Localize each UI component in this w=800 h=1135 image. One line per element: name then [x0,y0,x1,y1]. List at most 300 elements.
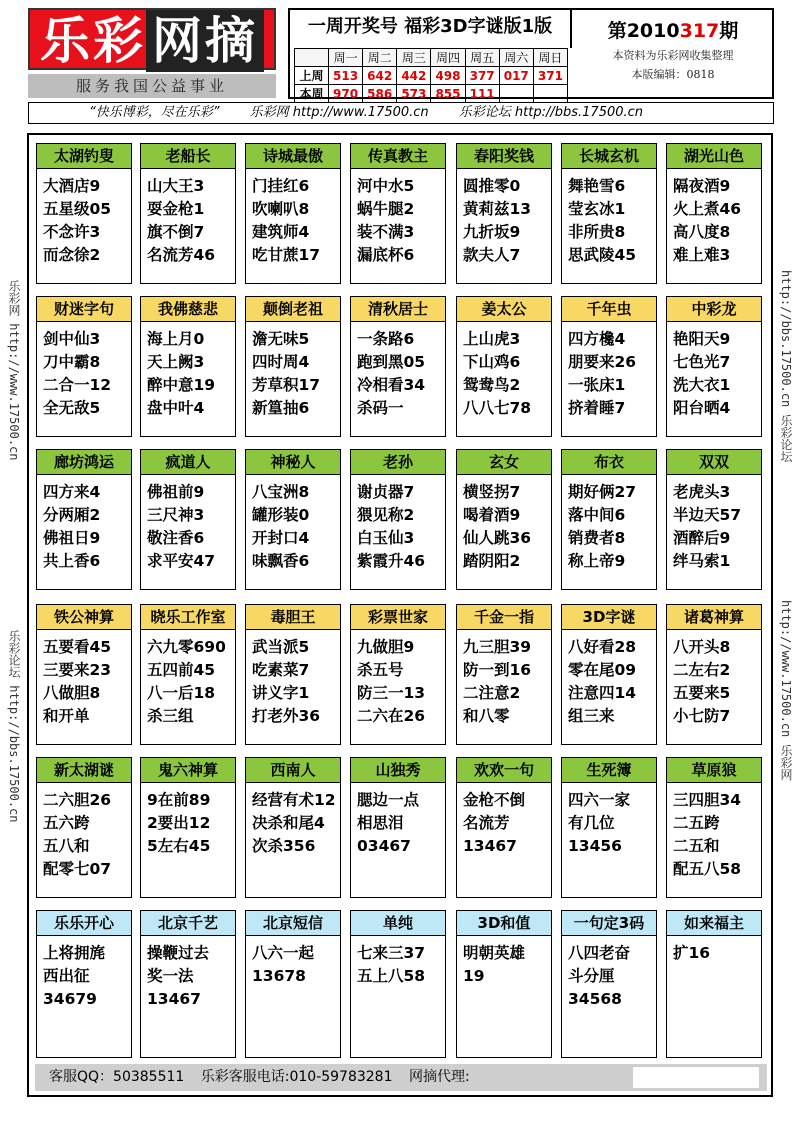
cell-line: 称上帝9 [568,552,626,570]
cell-line: 杀三组 [147,707,194,725]
cell-line: 八八七78 [463,399,532,417]
cell-line: 火上煮46 [673,200,742,218]
cell-line: 03467 [357,837,411,855]
cell-line: 奖一法 [147,967,194,985]
cell-body [37,475,131,573]
cell-line: 五四前45 [147,661,216,679]
draw-number: 111 [465,85,499,103]
cell-body [667,936,761,965]
cell-title: 千金一指 [457,605,551,630]
puzzle-cell [350,143,446,284]
cell-title: 一句定3码 [562,911,656,936]
cell-line: 有几位 [568,814,615,832]
cell-title: 乐乐开心 [37,911,131,936]
cell-line: 上将拥旄 [43,944,106,962]
cell-line: 佛祖日9 [43,529,101,547]
cell-line: 注意四14 [568,684,637,702]
cell-title: 生死簿 [562,758,656,783]
tagline-forum-link[interactable]: 乐彩论坛 http://bbs.17500.cn [458,105,644,120]
cell-body [351,783,445,858]
draw-days-row [295,49,568,67]
cell-line: 和八零 [463,707,510,725]
puzzle-cell [561,449,657,590]
draw-number: 371 [533,67,567,85]
cell-line: 高八度8 [673,223,731,241]
issue-prefix: 第2010 [607,20,680,42]
cell-line: 腮边一点 [357,791,420,809]
cell-line: 西出征 [43,967,90,985]
cell-body [457,475,551,573]
puzzle-cell [140,604,236,745]
cell-line: 七色光7 [673,353,731,371]
cell-body [667,630,761,728]
cell-title: 3D字谜 [562,605,656,630]
cell-line: 三要来23 [43,661,112,679]
puzzle-cell [350,757,446,898]
cell-body [141,322,235,420]
cell-body [351,322,445,420]
cell-body [141,475,235,573]
cell-line: 共上香6 [43,552,101,570]
cell-line: 五星级05 [43,200,112,218]
cell-line: 配五八58 [673,860,742,878]
cell-line: 三四胆34 [673,791,742,809]
cell-title: 诸葛神算 [667,605,761,630]
cell-title: 姜太公 [457,297,551,322]
cell-line: 紫霞升46 [357,552,426,570]
cell-line: 三尺神3 [147,506,205,524]
cell-line: 小七防7 [673,707,731,725]
cell-line: 防一到16 [463,661,532,679]
cell-body [37,322,131,420]
draw-number: 586 [363,85,397,103]
puzzle-cell [666,910,762,1058]
cell-line: 5左右45 [147,837,211,855]
agent-label: 网摘代理: [408,1069,470,1085]
service-phone: 乐彩客服电话:010-59783281 [200,1069,393,1085]
issue-area [574,10,772,97]
cell-line: 剑中仙3 [43,330,101,348]
puzzle-cell [36,296,132,437]
puzzle-cell [561,296,657,437]
cell-line: 名流芳 [463,814,510,832]
tagline-site-link[interactable]: 乐彩网 http://www.17500.cn [249,105,429,120]
cell-line: 组三来 [568,707,615,725]
cell-line: 八好看28 [568,638,637,656]
cell-title: 诗城最傲 [246,144,340,169]
cell-body [562,322,656,420]
cell-body [457,169,551,267]
cell-body [457,783,551,858]
cell-line: 圆推零0 [463,177,521,195]
cell-line: 漏底杯6 [357,246,415,264]
cell-body [562,936,656,1011]
day-header: 周三 [397,49,431,67]
cell-title: 太湖钓叟 [37,144,131,169]
puzzle-cell [36,449,132,590]
cell-title: 玄女 [457,450,551,475]
cell-line: 佛祖前9 [147,483,205,501]
cell-line: 求平安47 [147,552,216,570]
cell-line: 味飘香6 [252,552,310,570]
cell-title: 新太湖谜 [37,758,131,783]
cell-body [351,169,445,267]
cell-line: 而念徐2 [43,246,101,264]
cell-body [667,322,761,420]
cell-line: 罐形装0 [252,506,310,524]
cell-line: 金枪不倒 [463,791,526,809]
day-header: 周五 [465,49,499,67]
cell-line: 半边天57 [673,506,742,524]
side-watermark-left-top: 乐彩网 http://www.17500.cn [7,280,21,461]
cell-line: 新篁抽6 [252,399,310,417]
puzzle-cell [245,296,341,437]
puzzle-cell [36,910,132,1058]
puzzle-cell [140,910,236,1058]
cell-line: 决杀和尾4 [252,814,325,832]
puzzle-cell [140,449,236,590]
cell-line: 13467 [463,837,517,855]
cell-line: 天上阙3 [147,353,205,371]
draw-results-table [294,48,568,103]
cell-line: 吃素菜7 [252,661,310,679]
cell-title: 湖光山色 [667,144,761,169]
cell-line: 五六跨 [43,814,90,832]
cell-line: 敬注香6 [147,529,205,547]
cell-title: 清秋居士 [351,297,445,322]
cell-line: 零在尾09 [568,661,637,679]
cell-title: 财迷字句 [37,297,131,322]
draw-number: 970 [329,85,363,103]
agent-blank-field [633,1067,759,1088]
puzzle-cell [561,910,657,1058]
draw-number: 442 [397,67,431,85]
draw-number [499,85,533,103]
cell-line: 六九零690 [147,638,226,656]
cell-line: 四方欃4 [568,330,626,348]
cell-title: 廊坊鸿运 [37,450,131,475]
puzzle-cell [140,143,236,284]
cell-line: 杀五号 [357,661,404,679]
issue-highlight: 317 [679,20,720,42]
cell-line: 斗分厘 [568,967,615,985]
cell-line: 杀码一 [357,399,404,417]
cell-line: 期好俩27 [568,483,637,501]
cell-line: 朋要来26 [568,353,637,371]
cell-line: 难上难3 [673,246,731,264]
cell-line: 海上月0 [147,330,205,348]
cell-body [246,322,340,420]
cell-body [246,783,340,858]
issue-number [574,16,772,43]
cell-body [141,783,235,858]
side-watermark-right-top: http://bbs.17500.cn 乐彩论坛 [779,270,793,463]
puzzle-cell [456,143,552,284]
cell-title: 草原狼 [667,758,761,783]
cell-line: 舞艳雪6 [568,177,626,195]
cell-line: 二六在26 [357,707,426,725]
cell-line: 二五和 [673,837,720,855]
cell-title: 3D和值 [457,911,551,936]
cell-body [457,936,551,988]
cell-line: 洗大衣1 [673,376,731,394]
cell-line: 非所贵8 [568,223,626,241]
puzzle-cell [666,604,762,745]
tagline-quote: “快乐博彩，尽在乐彩” [89,105,220,120]
row-label: 本周 [295,85,329,103]
puzzle-cell [666,757,762,898]
puzzle-cell [36,143,132,284]
cell-body [246,169,340,267]
day-header: 周四 [431,49,465,67]
cell-line: 二合一12 [43,376,112,394]
cell-title: 布衣 [562,450,656,475]
cell-title: 西南人 [246,758,340,783]
cell-line: 销费者8 [568,529,626,547]
cell-body [37,169,131,267]
cell-line: 耍金枪1 [147,200,205,218]
puzzle-cell [245,604,341,745]
cell-line: 上山虎3 [463,330,521,348]
cell-line: 防三一13 [357,684,426,702]
cell-title: 欢欢一句 [457,758,551,783]
draw-number [533,85,567,103]
cell-body [37,630,131,728]
cell-title: 我佛慈悲 [141,297,235,322]
cell-line: 武当派5 [252,638,310,656]
puzzle-cell [666,296,762,437]
puzzle-cell [350,910,446,1058]
cell-title: 传真教主 [351,144,445,169]
draw-number: 642 [363,67,397,85]
cell-body [141,630,235,728]
cell-body [562,783,656,858]
cell-line: 次杀356 [252,837,316,855]
cell-line: 澹无味5 [252,330,310,348]
cell-line: 二左右2 [673,661,731,679]
cell-body [37,783,131,881]
side-watermark-left-bottom: 乐彩论坛 http://bbs.17500.cn [7,630,21,823]
cell-line: 思武陵45 [568,246,637,264]
puzzle-cell [666,143,762,284]
cell-line: 八四老奋 [568,944,631,962]
cell-title: 老孙 [351,450,445,475]
puzzle-cell [140,757,236,898]
cell-body [351,630,445,728]
cell-line: 下山鸡6 [463,353,521,371]
cell-body [351,475,445,573]
cell-line: 9在前89 [147,791,211,809]
puzzle-cell [140,296,236,437]
cell-line: 刀中霸8 [43,353,101,371]
cell-line: 13467 [147,990,201,1008]
page-title: 一周开奖号 福彩3D字谜版1版 [290,10,572,48]
puzzle-cell [561,757,657,898]
cell-line: 艳阳天9 [673,330,731,348]
cell-line: 五要看45 [43,638,112,656]
cell-body [141,936,235,1011]
cell-line: 门挂红6 [252,177,310,195]
cell-line: 盘中叶4 [147,399,205,417]
cell-title: 铁公神算 [37,605,131,630]
cell-line: 吹喇叭8 [252,200,310,218]
puzzle-cell [456,296,552,437]
cell-line: 吃甘蔗17 [252,246,321,264]
cell-line: 13456 [568,837,622,855]
row-label: 上周 [295,67,329,85]
cell-body [562,475,656,573]
cell-line: 落中间6 [568,506,626,524]
cell-title: 山独秀 [351,758,445,783]
tagline-bar [28,102,774,124]
puzzle-cell [350,296,446,437]
cell-line: 相思泪 [357,814,404,832]
cell-line: 二六胆26 [43,791,112,809]
cell-line: 山大王3 [147,177,205,195]
draw-number: 377 [465,67,499,85]
cell-line: 隔夜酒9 [673,177,731,195]
cell-line: 喝着酒9 [463,506,521,524]
cell-line: 操鞭过去 [147,944,210,962]
cell-title: 春阳奖钱 [457,144,551,169]
draw-number: 498 [431,67,465,85]
puzzle-cell [350,449,446,590]
cell-body [37,936,131,1011]
logo-main-text: 乐彩 [40,12,146,70]
cell-line: 八开头8 [673,638,731,656]
day-header: 周日 [533,49,567,67]
puzzle-cell [245,757,341,898]
draw-number: 573 [397,85,431,103]
cell-line: 冷相看34 [357,376,426,394]
cell-line: 开封口4 [252,529,310,547]
cell-line: 八宝洲8 [252,483,310,501]
cell-title: 疯道人 [141,450,235,475]
cell-title: 如来福主 [667,911,761,936]
cell-title: 晓乐工作室 [141,605,235,630]
issue-suffix: 期 [719,20,739,42]
cell-line: 一张床1 [568,376,626,394]
cell-line: 四方来4 [43,483,101,501]
cell-line: 四六一家 [568,791,631,809]
puzzle-cell [36,757,132,898]
issue-note: 本资料为乐彩网收集整理 [612,49,734,62]
puzzle-cell [245,449,341,590]
cell-line: 阳台晒4 [673,399,731,417]
cell-line: 二注意2 [463,684,521,702]
cell-title: 北京千艺 [141,911,235,936]
puzzle-cell [456,449,552,590]
cell-line: 老虎头3 [673,483,731,501]
cell-line: 建筑师4 [252,223,310,241]
puzzle-cell [666,449,762,590]
day-header: 周六 [499,49,533,67]
cell-body [667,169,761,267]
cell-body [562,630,656,728]
cell-line: 二五跨 [673,814,720,832]
cell-line: 名流芳46 [147,246,216,264]
cell-line: 和开单 [43,707,90,725]
cell-title: 老船长 [141,144,235,169]
cell-title: 颠倒老祖 [246,297,340,322]
puzzle-cell [456,757,552,898]
cell-line: 旗不倒7 [147,223,205,241]
cell-title: 长城玄机 [562,144,656,169]
cell-line: 八一后18 [147,684,216,702]
cell-body [246,475,340,573]
cell-line: 河中水5 [357,177,415,195]
puzzle-cell [245,910,341,1058]
cell-line: 猥见称2 [357,506,415,524]
cell-line: 一条路6 [357,330,415,348]
cell-line: 鸳鸯鸟2 [463,376,521,394]
cell-line: 讲义字1 [252,684,310,702]
cell-line: 酒醉后9 [673,529,731,547]
editor-note: 本版编辑：0818 [631,68,715,81]
cell-line: 踏阴阳2 [463,552,521,570]
draw-number: 855 [431,85,465,103]
puzzle-cell [561,143,657,284]
cell-line: 谢贞器7 [357,483,415,501]
service-qq: 客服QQ：50385511 [49,1069,185,1085]
cell-body [457,322,551,420]
day-header: 周一 [329,49,363,67]
table-row [295,85,568,103]
day-header: 周二 [363,49,397,67]
cell-line: 九三胆39 [463,638,532,656]
cell-body [667,475,761,573]
cell-line: 34568 [568,990,622,1008]
cell-line: 五要来5 [673,684,731,702]
draw-number: 513 [329,67,363,85]
cell-line: 款夫人7 [463,246,521,264]
cell-line: 挤着睡7 [568,399,626,417]
cell-body [351,936,445,988]
puzzle-cell [456,604,552,745]
cell-line: 打老外36 [252,707,321,725]
puzzle-cell [561,604,657,745]
cell-line: 白玉仙3 [357,529,415,547]
cell-title: 北京短信 [246,911,340,936]
cell-line: 芳草积17 [252,376,321,394]
logo-accent-text: 网摘 [146,10,264,72]
cell-body [246,630,340,728]
cell-line: 跑到黑05 [357,353,426,371]
cell-line: 全无敌5 [43,399,101,417]
cell-line: 五八和 [43,837,90,855]
cell-line: 扩16 [673,944,711,962]
draw-number: 017 [499,67,533,85]
cell-title: 鬼六神算 [141,758,235,783]
slogan: 服务我国公益事业 [28,74,276,98]
cell-line: 2要出12 [147,814,211,832]
cell-body [141,169,235,267]
cell-line: 不念许3 [43,223,101,241]
cell-line: 蜗牛腿2 [357,200,415,218]
cell-body [562,169,656,267]
cell-title: 彩票世家 [351,605,445,630]
cell-body [457,630,551,728]
cell-line: 绊马索1 [673,552,731,570]
table-row [295,67,568,85]
cell-line: 八做胆8 [43,684,101,702]
cell-line: 经营有术12 [252,791,336,809]
cell-line: 仙人跳36 [463,529,532,547]
cell-title: 神秘人 [246,450,340,475]
puzzle-cell [350,604,446,745]
puzzle-cell [36,604,132,745]
table-corner [295,49,329,67]
